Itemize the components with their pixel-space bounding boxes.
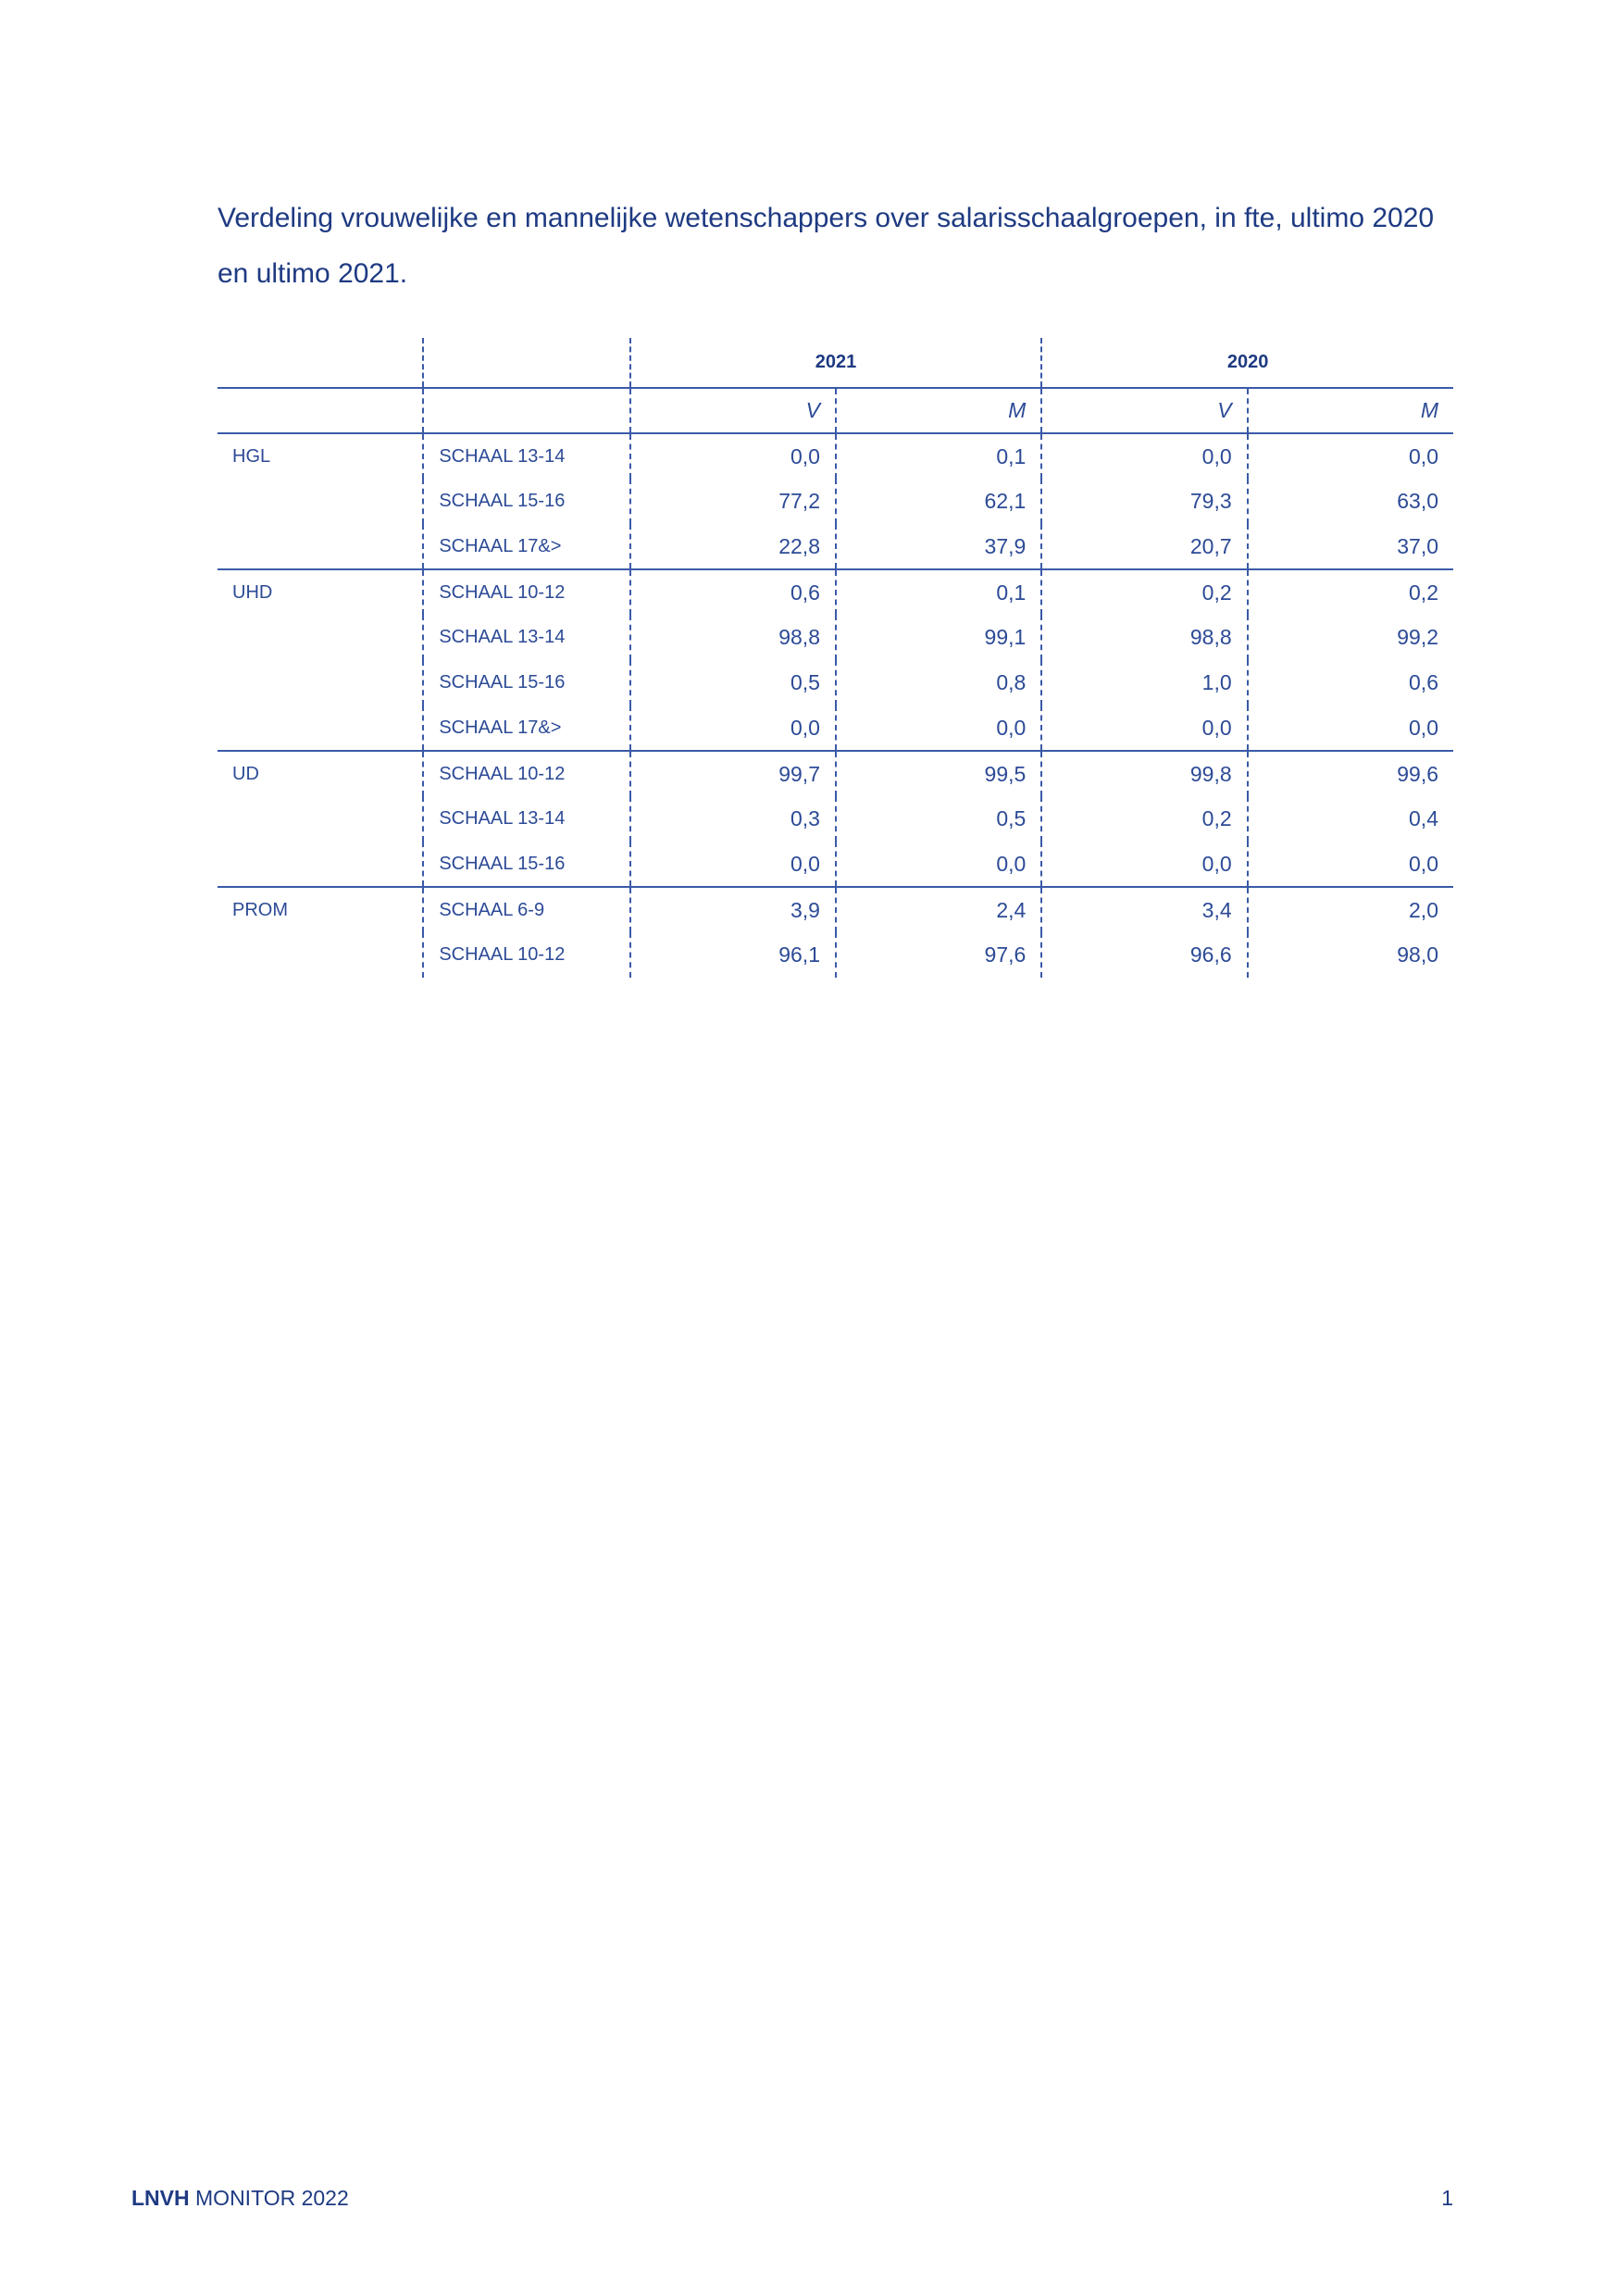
- scale-cell: SCHAAL 13-14: [423, 796, 629, 842]
- value-2021-v: 0,5: [630, 660, 836, 705]
- subheader-empty-scale: [423, 388, 629, 433]
- scale-cell: SCHAAL 6-9: [423, 887, 629, 932]
- value-2021-v: 77,2: [630, 479, 836, 524]
- value-2020-v: 0,2: [1041, 569, 1247, 615]
- value-2021-v: 98,8: [630, 615, 836, 660]
- year-header-2020: 2020: [1041, 338, 1453, 388]
- year-header-2021: 2021: [630, 338, 1042, 388]
- category-cell: [218, 796, 423, 842]
- scale-cell: SCHAAL 15-16: [423, 842, 629, 887]
- table-row: [218, 705, 1453, 751]
- value-2020-m: 0,4: [1248, 796, 1453, 842]
- table-row: [218, 569, 1453, 615]
- subheader-2021-v: V: [630, 388, 836, 433]
- value-2021-v: 0,0: [630, 842, 836, 887]
- table-row: [218, 524, 1453, 569]
- value-2021-m: 62,1: [836, 479, 1041, 524]
- value-2021-m: 0,8: [836, 660, 1041, 705]
- value-2021-v: 0,6: [630, 569, 836, 615]
- value-2021-v: 0,0: [630, 705, 836, 751]
- value-2020-v: 20,7: [1041, 524, 1247, 569]
- header-empty-scale: [423, 338, 629, 388]
- category-cell: [218, 615, 423, 660]
- category-cell: UHD: [218, 569, 423, 615]
- value-2020-m: 0,0: [1248, 842, 1453, 887]
- value-2021-m: 0,1: [836, 569, 1041, 615]
- value-2021-m: 0,0: [836, 705, 1041, 751]
- category-cell: [218, 932, 423, 978]
- category-cell: [218, 524, 423, 569]
- value-2020-v: 0,0: [1041, 842, 1247, 887]
- value-2020-m: 99,2: [1248, 615, 1453, 660]
- subheader-empty-category: [218, 388, 423, 433]
- value-2020-m: 0,0: [1248, 433, 1453, 479]
- value-2020-m: 0,0: [1248, 705, 1453, 751]
- value-2021-m: 0,0: [836, 842, 1041, 887]
- table-row: [218, 660, 1453, 705]
- scale-cell: SCHAAL 17&>: [423, 524, 629, 569]
- value-2021-v: 0,3: [630, 796, 836, 842]
- value-2020-m: 98,0: [1248, 932, 1453, 978]
- value-2021-m: 2,4: [836, 887, 1041, 932]
- category-cell: [218, 479, 423, 524]
- value-2020-m: 0,2: [1248, 569, 1453, 615]
- header-empty-category: [218, 338, 423, 388]
- scale-cell: SCHAAL 15-16: [423, 479, 629, 524]
- category-cell: [218, 842, 423, 887]
- value-2020-v: 3,4: [1041, 887, 1247, 932]
- table-title: Verdeling vrouwelijke en mannelijke wetenschappers over salarisschaalgroepen, in fte, ultimo 2020 en ultimo 2021.: [218, 203, 1435, 289]
- value-2020-v: 0,0: [1041, 705, 1247, 751]
- scale-cell: SCHAAL 10-12: [423, 932, 629, 978]
- scale-cell: SCHAAL 10-12: [423, 569, 629, 615]
- value-2020-m: 2,0: [1248, 887, 1453, 932]
- scale-cell: SCHAAL 17&>: [423, 705, 629, 751]
- table-row: [218, 932, 1453, 978]
- value-2021-v: 99,7: [630, 751, 836, 796]
- subheader-2021-m: M: [836, 388, 1041, 433]
- category-cell: UD: [218, 751, 423, 796]
- scale-cell: SCHAAL 10-12: [423, 751, 629, 796]
- subheader-2020-v: V: [1041, 388, 1247, 433]
- value-2020-m: 99,6: [1248, 751, 1453, 796]
- value-2020-v: 96,6: [1041, 932, 1247, 978]
- table-row: [218, 842, 1453, 887]
- value-2020-v: 0,2: [1041, 796, 1247, 842]
- value-2021-v: 22,8: [630, 524, 836, 569]
- table-row: [218, 887, 1453, 932]
- value-2020-v: 98,8: [1041, 615, 1247, 660]
- footer-brand-bold: LNVH: [131, 2186, 190, 2210]
- footer-brand-rest: MONITOR 2022: [195, 2186, 349, 2210]
- table-row: [218, 796, 1453, 842]
- scale-cell: SCHAAL 15-16: [423, 660, 629, 705]
- scale-cell: SCHAAL 13-14: [423, 433, 629, 479]
- subheader-2020-m: M: [1248, 388, 1453, 433]
- table-row: [218, 479, 1453, 524]
- value-2021-v: 0,0: [630, 433, 836, 479]
- category-cell: [218, 660, 423, 705]
- table-body: [218, 433, 1453, 978]
- table-row: [218, 615, 1453, 660]
- value-2020-v: 0,0: [1041, 433, 1247, 479]
- value-2020-v: 99,8: [1041, 751, 1247, 796]
- scale-cell: SCHAAL 13-14: [423, 615, 629, 660]
- value-2020-m: 0,6: [1248, 660, 1453, 705]
- category-cell: HGL: [218, 433, 423, 479]
- value-2020-v: 79,3: [1041, 479, 1247, 524]
- value-2020-m: 37,0: [1248, 524, 1453, 569]
- footer-brand: [131, 2186, 349, 2211]
- gender-header-row: [218, 388, 1453, 433]
- value-2020-m: 63,0: [1248, 479, 1453, 524]
- year-header-row: [218, 338, 1453, 388]
- table-row: [218, 751, 1453, 796]
- category-cell: PROM: [218, 887, 423, 932]
- value-2021-m: 99,5: [836, 751, 1041, 796]
- value-2020-v: 1,0: [1041, 660, 1247, 705]
- category-cell: [218, 705, 423, 751]
- salary-scale-table: [218, 338, 1453, 978]
- value-2021-m: 0,5: [836, 796, 1041, 842]
- value-2021-v: 96,1: [630, 932, 836, 978]
- value-2021-m: 0,1: [836, 433, 1041, 479]
- table-row: [218, 433, 1453, 479]
- value-2021-v: 3,9: [630, 887, 836, 932]
- value-2021-m: 97,6: [836, 932, 1041, 978]
- page-number: 1: [1441, 2186, 1453, 2210]
- value-2021-m: 37,9: [836, 524, 1041, 569]
- value-2021-m: 99,1: [836, 615, 1041, 660]
